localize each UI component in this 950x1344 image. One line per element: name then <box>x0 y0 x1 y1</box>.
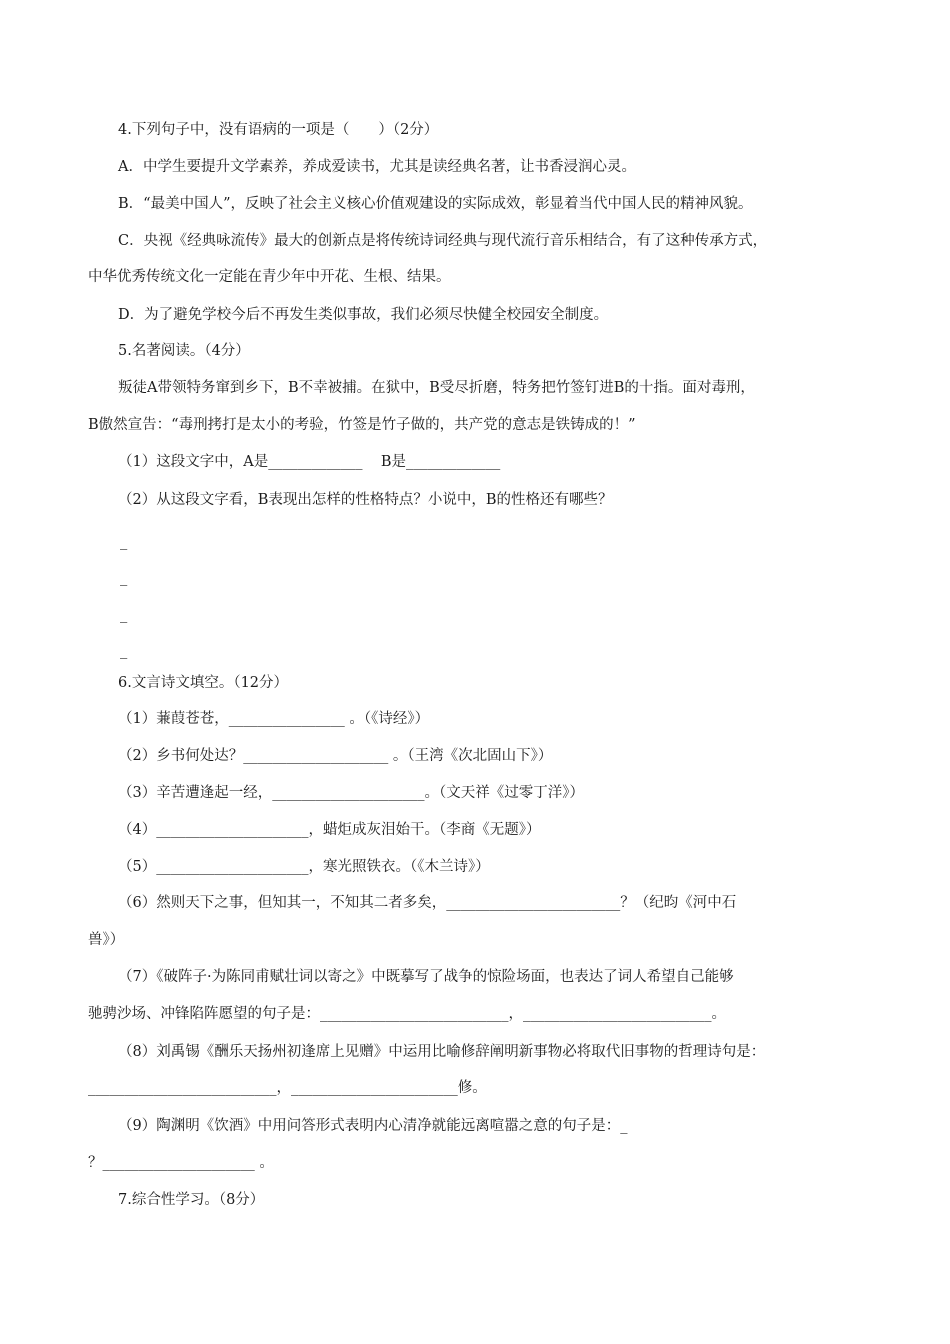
answer-blank-line: _ <box>120 607 128 623</box>
question-6-item-2: （2）乡书何处达？____________________ 。（王湾《次北固山下》） <box>118 748 553 764</box>
question-5-sub-1: （1）这段文字中，A是_____________ B是_____________ <box>118 454 501 470</box>
question-6-item-8: （8）刘禹锡《酬乐天扬州初逢席上见赠》中运用比喻修辞阐明新事物必将取代旧事物的哲理诗句是： <box>118 1044 766 1060</box>
question-6-item-8-cont: __________________________，_______________________修。 <box>88 1080 487 1096</box>
answer-blank-line: _ <box>120 570 128 586</box>
question-5-sub-2: （2）从这段文字看，B表现出怎样的性格特点？小说中，B的性格还有哪些？ <box>118 492 613 508</box>
question-4-option-c-cont: 中华优秀传统文化一定能在青少年中开花、生根、结果。 <box>88 269 451 285</box>
question-6-item-6: （6）然则天下之事，但知其一，不知其二者多矣，________________________？（纪昀《河中石 <box>118 895 737 911</box>
question-6-item-9: （9）陶渊明《饮酒》中用问答形式表明内心清净就能远离喧嚣之意的句子是：_ <box>118 1118 628 1134</box>
question-6-item-7: （7）《破阵子·为陈同甫赋壮词以寄之》中既摹写了战争的惊险场面，也表达了词人希望自己能够 <box>118 969 734 985</box>
question-4-option-c: C．央视《经典咏流传》最大的创新点是将传统诗词经典与现代流行音乐相结合，有了这种传承方式， <box>118 233 768 249</box>
question-6-item-5: （5）_____________________，寒光照铁衣。（《木兰诗》） <box>118 859 490 875</box>
question-5-stem: 5.名著阅读。（4分） <box>118 343 250 359</box>
question-6-item-1: （1）蒹葭苍苍，________________ 。（《诗经》） <box>118 711 430 727</box>
question-6-item-7-cont: 驰骋沙场、冲锋陷阵愿望的句子是：__________________________，__________________________。 <box>88 1006 726 1022</box>
answer-blank-line: _ <box>120 534 128 550</box>
question-5-passage: 叛徒A带领特务窜到乡下，B不幸被捕。在狱中，B受尽折磨，特务把竹签钉进B的十指。面对毒刑， <box>118 380 755 396</box>
question-4-option-b: B．“最美中国人”，反映了社会主义核心价值观建设的实际成效，彰显着当代中国人民的精神风貌。 <box>118 196 753 212</box>
question-6-item-6-cont: 兽》） <box>88 932 125 948</box>
question-4-option-a: A．中学生要提升文学素养，养成爱读书，尤其是读经典名著，让书香浸润心灵。 <box>118 159 636 175</box>
question-6-item-9-cont: ？_____________________ 。 <box>88 1155 274 1171</box>
question-4-option-d: D．为了避免学校今后不再发生类似事故，我们必须尽快健全校园安全制度。 <box>118 307 609 323</box>
question-5-passage-cont: B傲然宣告：“毒刑拷打是太小的考验，竹签是竹子做的，共产党的意志是铁铸成的！” <box>88 417 636 433</box>
question-6-stem: 6.文言诗文填空。（12分） <box>118 675 289 691</box>
question-7-stem: 7.综合性学习。（8分） <box>118 1192 265 1208</box>
question-6-item-4: （4）_____________________，蜡炬成灰泪始干。（李商《无题》） <box>118 822 541 838</box>
answer-blank-line: _ <box>120 643 128 659</box>
question-4-stem: 4.下列句子中，没有语病的一项是（ ）（2分） <box>118 122 439 138</box>
question-6-item-3: （3）辛苦遭逢起一经，_____________________。（文天祥《过零丁洋》） <box>118 785 584 801</box>
